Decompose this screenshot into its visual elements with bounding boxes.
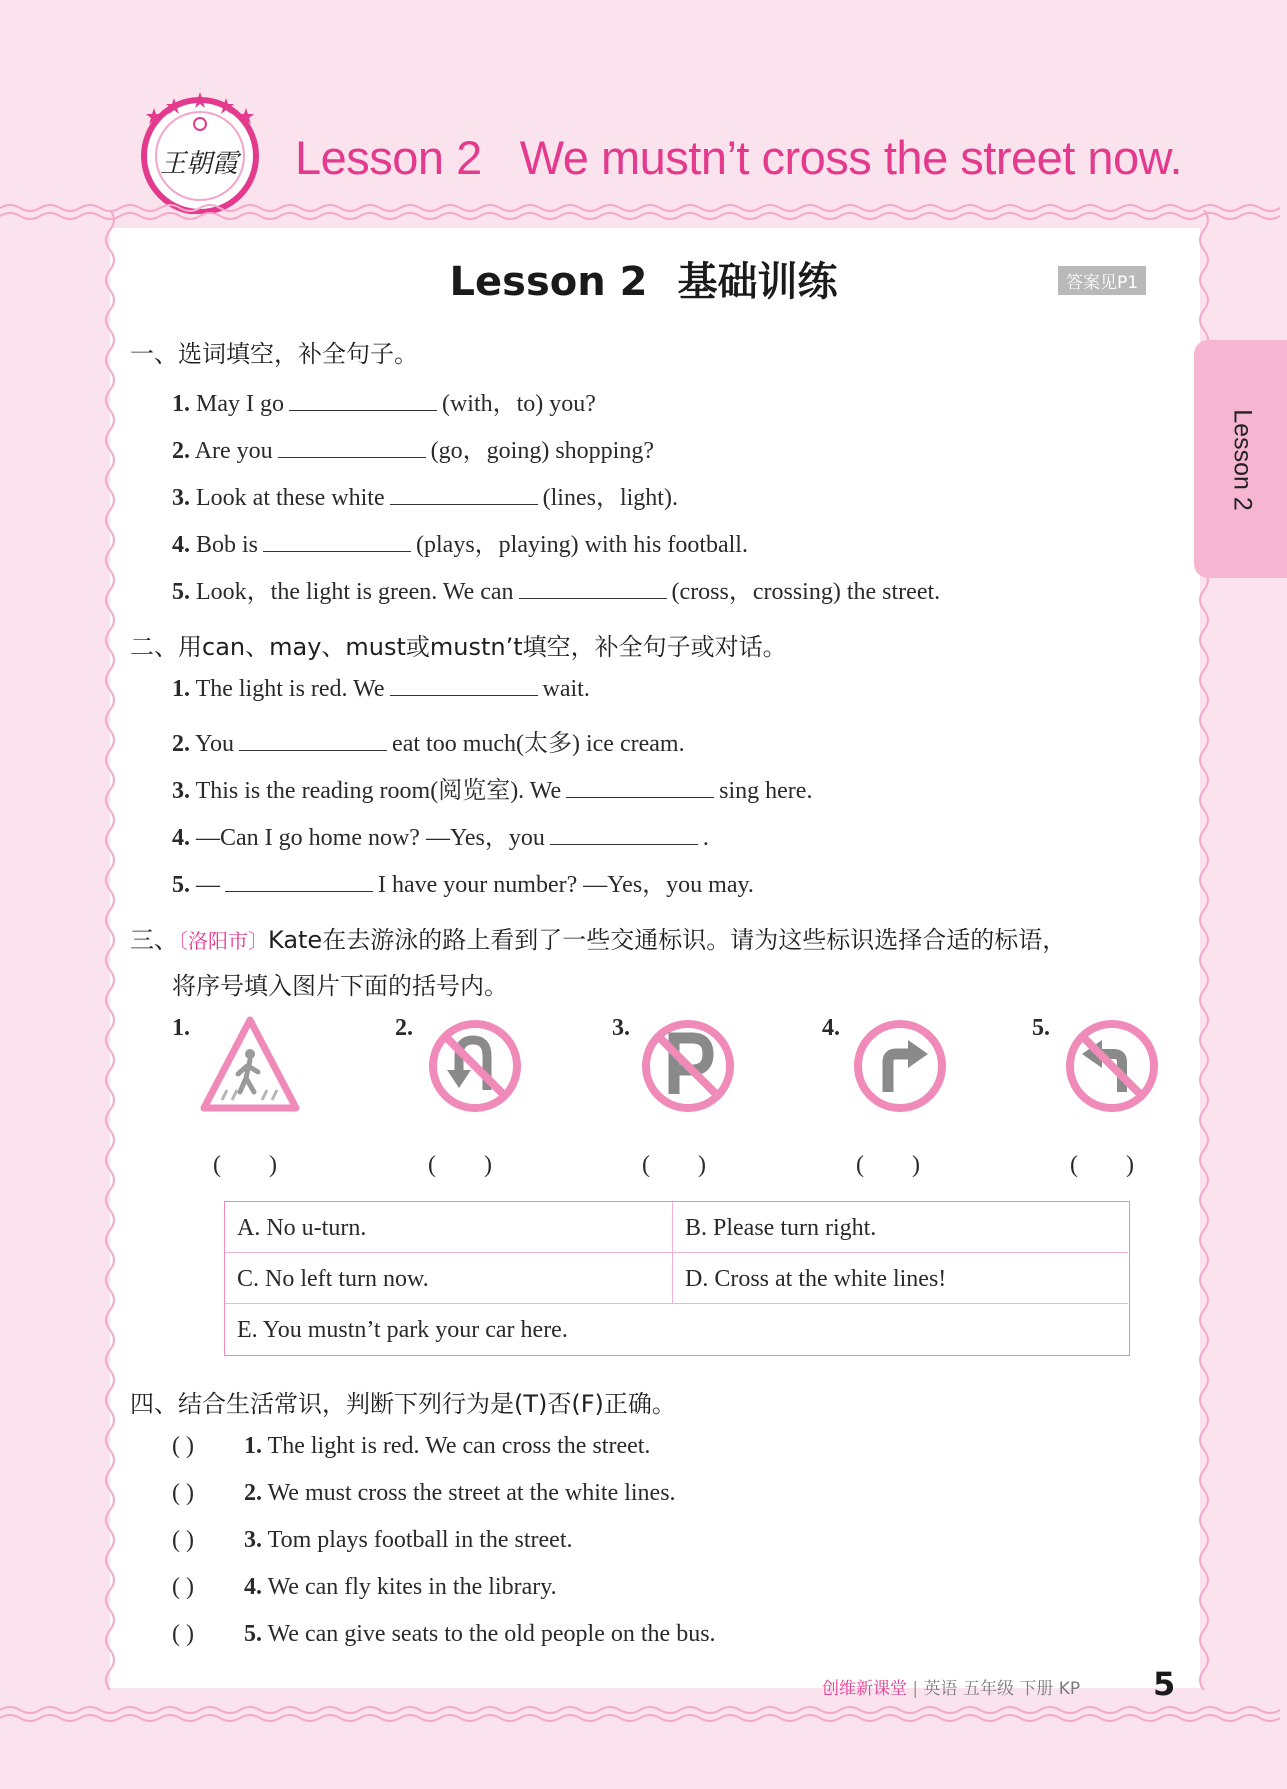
tf-answer-blank[interactable]: ( ): [172, 1574, 194, 1600]
sign-answer-blank[interactable]: ( ): [856, 1152, 920, 1178]
header-title: [295, 130, 1182, 185]
question-text: Are you: [194, 438, 273, 464]
question-line: [172, 430, 654, 465]
tf-answer-blank[interactable]: ( ): [172, 1621, 194, 1647]
option-a: A. No u-turn.: [237, 1215, 367, 1241]
answer-blank[interactable]: [289, 392, 437, 411]
left-wave-border: [96, 210, 124, 1700]
question-text: —: [196, 872, 220, 898]
question-line: [172, 817, 709, 852]
question-line: [172, 383, 596, 418]
tf-answer-blank[interactable]: ( ): [172, 1527, 194, 1553]
section3-heading-text: Kate在去游泳的路上看到了一些交通标识。请为这些标识选择合适的标语，: [268, 926, 1067, 954]
option-b: B. Please turn right.: [685, 1215, 877, 1241]
judge-line: [172, 1433, 650, 1460]
question-text: I have your number? —Yes，you may.: [378, 872, 754, 898]
logo-text: 王朝霞: [160, 149, 239, 179]
question-text: —Can I go home now? —Yes，you: [196, 825, 545, 851]
question-text: sing here.: [719, 778, 813, 804]
header-lesson: Lesson 2: [295, 131, 482, 184]
footer-brand: 创维新课堂: [822, 1679, 907, 1699]
section2-heading: 二、用can、may、must或mustn’t填空，补全句子或对话。: [130, 633, 787, 661]
tf-answer-blank[interactable]: ( ): [172, 1433, 194, 1459]
question-line: [172, 676, 590, 703]
question-text: The light is red. We: [195, 676, 385, 702]
header-title-text: We mustn’t cross the street now.: [519, 131, 1183, 184]
answer-blank[interactable]: [239, 732, 387, 751]
page-header: [0, 0, 1287, 225]
question-text: May I go: [196, 391, 284, 417]
question-text: Look，the light is green. We can: [196, 579, 514, 605]
question-text: Bob is: [196, 532, 259, 558]
answer-blank[interactable]: [263, 533, 411, 552]
question-number: 4.: [244, 1574, 262, 1600]
section3-heading-line2: 将序号填入图片下面的括号内。: [172, 972, 508, 1000]
question-text: (with，to) you?: [441, 391, 596, 417]
question-text: wait.: [542, 676, 590, 702]
question-number: 3.: [172, 485, 190, 511]
question-number: 1.: [172, 676, 190, 702]
sign-answer-blank[interactable]: ( ): [428, 1152, 492, 1178]
section1-heading: 一、选词填空，补全句子。: [130, 340, 418, 368]
question-number: 4.: [172, 825, 190, 851]
question-text: .: [702, 825, 709, 851]
region-tag: 〔洛阳市〕: [178, 929, 268, 953]
judge-line: [172, 1480, 676, 1507]
section3-prefix: 三、: [130, 926, 178, 954]
option-d: D. Cross at the white lines!: [685, 1266, 947, 1292]
side-tab-label: Lesson 2: [1228, 409, 1257, 511]
no-parking-sign-icon: [638, 1016, 738, 1116]
sign-answer-blank[interactable]: ( ): [642, 1152, 706, 1178]
answer-reference-badge: 答案见P1: [1058, 266, 1146, 295]
no-left-turn-sign-icon: [1062, 1016, 1162, 1116]
section3-heading: [130, 920, 1067, 1000]
question-text: (plays，playing) with his football.: [416, 532, 748, 558]
question-number: 5.: [172, 872, 190, 898]
statement-text: We can fly kites in the library.: [267, 1574, 557, 1600]
question-text: Look at these white: [196, 485, 385, 511]
statement-text: We must cross the street at the white lines.: [267, 1480, 676, 1506]
question-number: 2.: [244, 1480, 262, 1506]
answer-blank[interactable]: [519, 580, 667, 599]
question-number: 2.: [172, 438, 190, 464]
footer-wave-border: [0, 1700, 1287, 1730]
question-number: 3.: [244, 1527, 262, 1553]
answer-blank[interactable]: [278, 439, 426, 458]
question-text: eat too much(太多) ice cream.: [392, 731, 685, 757]
side-lesson-tab: [1194, 340, 1287, 578]
question-number: 1.: [244, 1433, 262, 1459]
statement-text: We can give seats to the old people on the bus.: [267, 1621, 716, 1647]
question-number: 4.: [172, 532, 190, 558]
sign-answer-blank[interactable]: ( ): [213, 1152, 277, 1178]
turn-right-sign-icon: [850, 1016, 950, 1116]
question-text: This is the reading room(阅览室). We: [195, 778, 562, 804]
statement-text: Tom plays football in the street.: [267, 1527, 573, 1553]
judge-line: [172, 1574, 557, 1601]
judge-line: [172, 1621, 716, 1648]
footer-info: 创维新课堂 | 英语 五年级 下册 KP: [822, 1679, 1081, 1699]
question-number: 5.: [244, 1621, 262, 1647]
option-c: C. No left turn now.: [237, 1266, 429, 1292]
question-text: You: [195, 731, 235, 757]
sign-number: 5.: [1032, 1015, 1050, 1041]
crosswalk-sign-icon: [200, 1016, 300, 1116]
question-text: (cross，crossing) the street.: [671, 579, 941, 605]
answer-blank[interactable]: [225, 873, 373, 892]
judge-line: [172, 1527, 573, 1554]
question-number: 3.: [172, 778, 190, 804]
answer-blank[interactable]: [550, 826, 698, 845]
question-number: 2.: [172, 731, 190, 757]
question-line: [172, 723, 685, 758]
question-text: (lines，light).: [542, 485, 678, 511]
sign-number: 2.: [395, 1015, 413, 1041]
question-line: [172, 524, 748, 559]
sign-number: 3.: [612, 1015, 630, 1041]
page-title-subtitle: 基础训练: [677, 259, 838, 305]
question-line: [172, 477, 678, 512]
question-line: [172, 864, 754, 899]
question-number: 1.: [172, 391, 190, 417]
option-e: E. You mustn’t park your car here.: [237, 1317, 568, 1343]
question-line: [172, 571, 940, 606]
no-u-turn-sign-icon: [425, 1016, 525, 1116]
sign-number: 4.: [822, 1015, 840, 1041]
options-table: [224, 1201, 1130, 1356]
answer-blank[interactable]: [390, 486, 538, 505]
page-number: 5: [1153, 1665, 1176, 1703]
question-line: [172, 770, 812, 805]
question-text: (go，going) shopping?: [430, 438, 654, 464]
page-title-lesson: Lesson 2: [449, 259, 648, 305]
statement-text: The light is red. We can cross the street.: [267, 1433, 651, 1459]
sign-number: 1.: [172, 1015, 190, 1041]
tf-answer-blank[interactable]: ( ): [172, 1480, 194, 1506]
sign-answer-blank[interactable]: ( ): [1070, 1152, 1134, 1178]
answer-blank[interactable]: [566, 779, 714, 798]
header-wave-border: [0, 200, 1287, 230]
section4-heading: 四、结合生活常识，判断下列行为是(T)否(F)正确。: [130, 1390, 676, 1418]
footer-book-info: 英语 五年级 下册 KP: [923, 1679, 1081, 1699]
question-number: 5.: [172, 579, 190, 605]
answer-blank[interactable]: [390, 677, 538, 696]
